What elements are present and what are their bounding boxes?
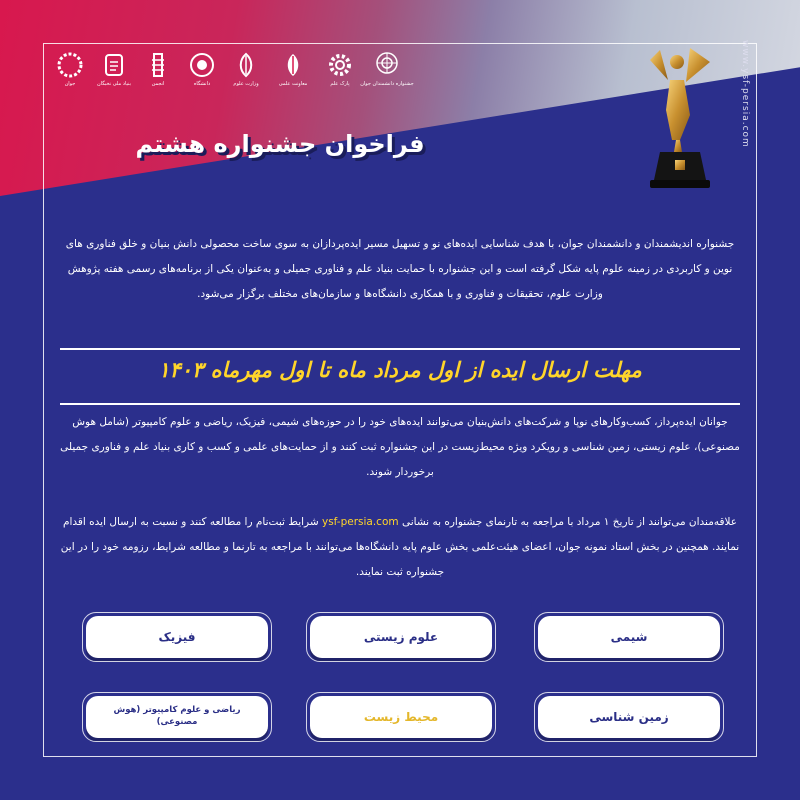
body-paragraph: جوانان ایده‌پرداز، کسب‌وکارهای نوپا و شرکت‌های دانش‌بنیان می‌توانند ایده‌های خود را در حوزه‌های شیمی، فیزیک، ریاضی و علوم کامپیوتر (شامل هوش مصنوعی)، علوم زیستی، زمین شناسی و رویکرد ویژه محیط‌زیست در این جشنواره ثبت کنند و از حمایت‌های علمی و کسب و کاری بنیاد علم و فناوری جمیلی برخوردار شوند. [60, 416, 740, 479]
logo-caption: پارک علم [330, 81, 350, 87]
gear-icon [325, 50, 355, 80]
logo-caption: وزارت علوم [233, 81, 259, 87]
website-link[interactable]: ysf-persia.com [321, 516, 399, 528]
logo-7 [322, 50, 358, 88]
partner-logos [52, 50, 422, 110]
side-url: www.ysf-persia.com [740, 40, 750, 148]
logo-8 [360, 50, 414, 88]
emblem-logo-icon [231, 50, 261, 80]
university-logo-icon [187, 50, 217, 80]
logo-4 [184, 50, 220, 88]
star-logo-icon [99, 50, 129, 80]
logo-1 [52, 50, 88, 88]
logo-6 [272, 50, 314, 88]
divider-bottom [60, 403, 740, 405]
field-chemistry[interactable]: شیمی [538, 616, 720, 658]
logo-caption: بنیاد ملی نخبگان [97, 81, 131, 87]
field-physics[interactable]: فیزیک [86, 616, 268, 658]
logo-3 [140, 50, 176, 88]
logo-caption: دانشگاه [193, 81, 211, 87]
registration-paragraph [58, 510, 742, 586]
logo-2 [96, 50, 132, 88]
logo-caption: انجمن [151, 81, 165, 87]
logo-caption: جشنواره دانشمندان جوان [360, 81, 414, 87]
intro-paragraph: جشنواره اندیشمندان و دانشمندان جوان، با هدف شناسایی ایده‌های نو و تسهیل مسیر ایده‌پردازان به سوی ساخت محصولی دانش بنیان و خلق فناوری های نوین و کاربردی در زمینه علوم پایه شکل گرفته است و این جشنواره با حمایت بنیاد علم و فناوری جمیلی و به‌عنوان یکی از برنامه‌های رسمی هفته پژوهش وزارت علوم، تحقیقات و فناوری و با همکاری دانشگاه‌ها و سازمان‌های مختلف برگزار می‌شود. [65, 238, 735, 301]
field-life-sciences[interactable]: علوم زیستی [310, 616, 492, 658]
emblem-logo-icon [278, 50, 308, 80]
ring-logo-icon [55, 50, 85, 80]
trophy-icon [620, 40, 740, 195]
field-math-cs[interactable]: ریاضی و علوم کامپیوتر (هوش مصنوعی) [86, 696, 268, 738]
page-title: فراخوان جشنواره هشتم [135, 130, 425, 158]
registration-text-after: شرایط ثبت‌نام را مطالعه کنند و نسبت به ارسال ایده اقدام نمایند. همچنین در بخش استاد نمونه جوان، اعضای هیئت‌علمی بخش علوم پایه دانشگاه‌ها می‌توانند با مراجعه به تارنما و مطالعه شرایط، رزومه خود را در این جشنواره ثبت نمایند. [60, 516, 740, 579]
deadline-heading: مهلت ارسال ایده از اول مرداد ماه تا اول مهرماه ۱۴۰۳ [158, 358, 642, 382]
divider-top [60, 348, 740, 350]
field-environment[interactable]: محیط زیست [310, 696, 492, 738]
tower-logo-icon [143, 50, 173, 80]
field-geology[interactable]: زمین شناسی [538, 696, 720, 738]
logo-caption: جوان [64, 81, 76, 87]
logo-5 [228, 50, 264, 88]
festival-logo-icon [372, 50, 402, 80]
registration-text-before: علاقه‌مندان می‌توانند از تاریخ ۱ مرداد با مراجعه به تارنمای جشنواره به نشانی [398, 516, 738, 528]
logo-caption: معاونت علمی [278, 81, 308, 87]
